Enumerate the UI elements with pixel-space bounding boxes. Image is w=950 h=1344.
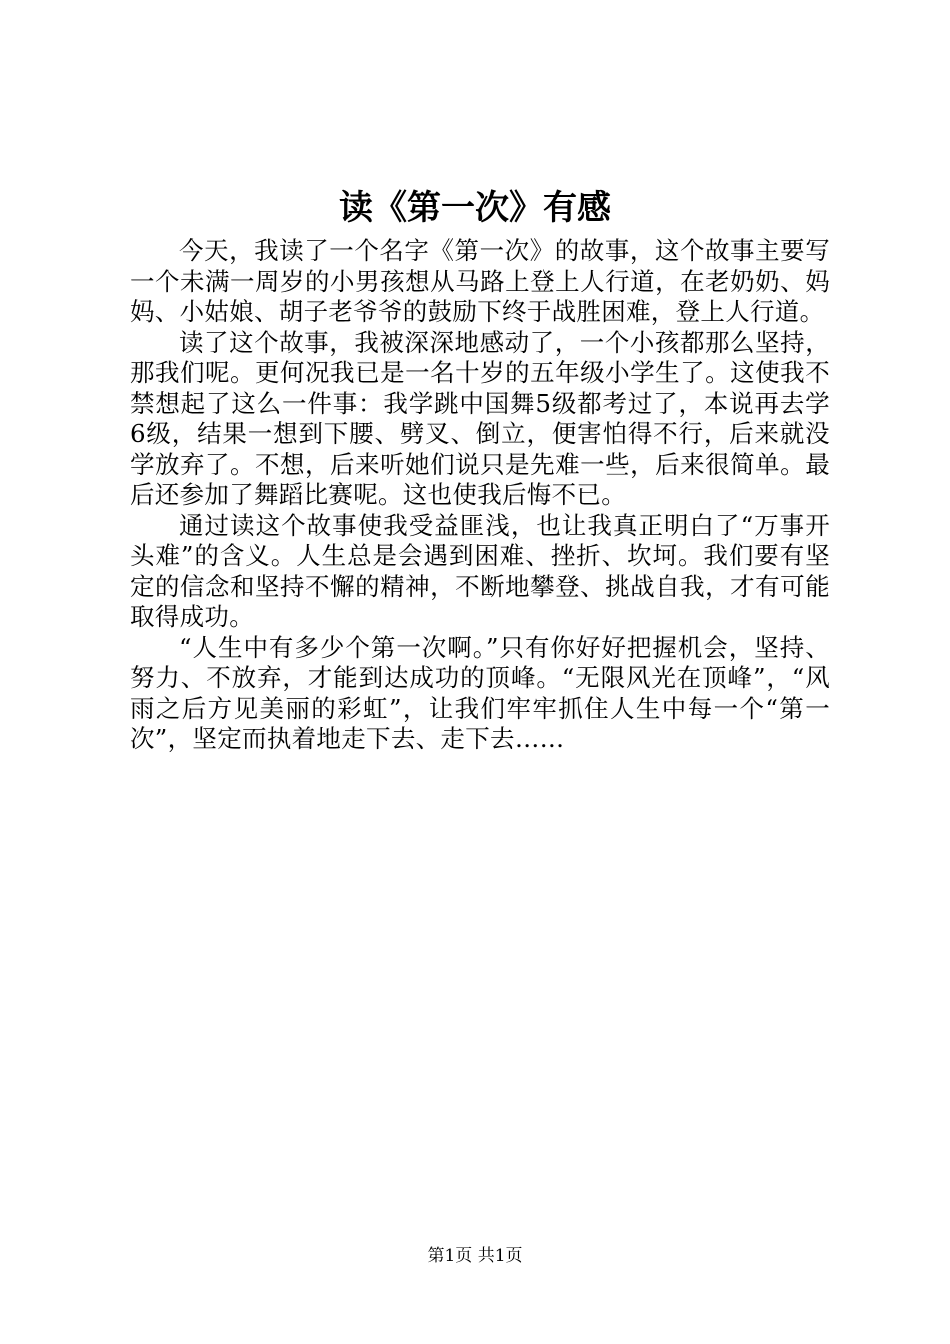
paragraph-1: 今天，我读了一个名字《第一次》的故事，这个故事主要写一个未满一周岁的小男孩想从马路上登上人行道，在老奶奶、妈妈、小姑娘、胡子老爷爷的鼓励下终于战胜困难，登上人行道。 [130, 236, 830, 326]
page-footer: 第1页 共1页 [427, 1246, 523, 1266]
paragraph-3: 通过读这个故事使我受益匪浅，也让我真正明白了“万事开头难”的含义。人生总是会遇到困难、挫折、坎坷。我们要有坚定的信念和坚持不懈的精神，不断地攀登、挑战自我，才有可能取得成功。 [130, 510, 830, 631]
paragraph-4: “人生中有多少个第一次啊。”只有你好好把握机会，坚持、努力、不放弃，才能到达成功的顶峰。“无限风光在顶峰”，“风雨之后方见美丽的彩虹”，让我们牢牢抓住人生中每一个“第一次”，坚定而执着地走下去、走下去…… [130, 632, 830, 753]
paragraph-2: 读了这个故事，我被深深地感动了，一个小孩都那么坚持，那我们呢。更何况我已是一名十岁的五年级小学生了。这使我不禁想起了这么一件事：我学跳中国舞5级都考过了，本说再去学6级，结果一想到下腰、劈叉、倒立，便害怕得不行，后来就没学放弃了。不想，后来听她们说只是先难一些，后来很简单。最后还参加了舞蹈比赛呢。这也使我后悔不已。 [130, 327, 830, 509]
document-title: 读《第一次》有感 [339, 188, 611, 228]
document-body [130, 236, 830, 755]
